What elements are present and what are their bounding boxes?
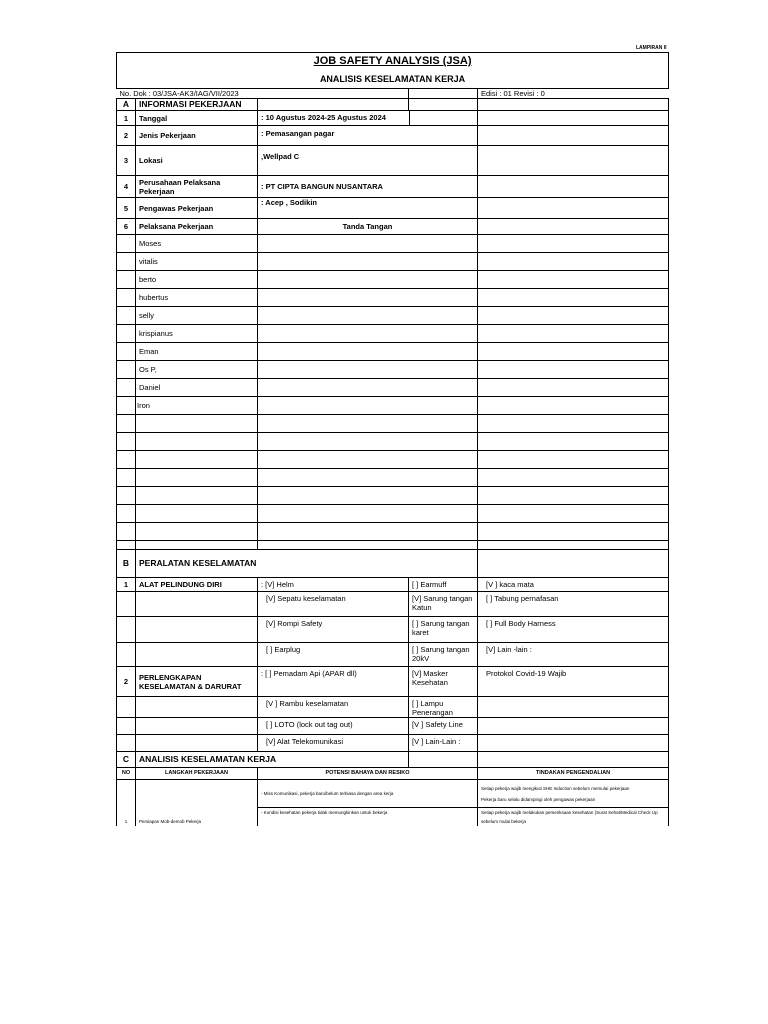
worker-name: krispianus (136, 325, 258, 343)
blank-cell (258, 487, 478, 505)
col-header-tindakan: TINDAKAN PENGENDALIAN (478, 768, 669, 780)
worker-no-cell (117, 289, 136, 307)
jsa-table (116, 52, 669, 826)
info-no: 3 (117, 146, 136, 176)
apd-no: 1 (117, 578, 136, 592)
blank-cell (117, 735, 136, 752)
blank-cell (136, 505, 258, 523)
worker-no-cell (117, 271, 136, 289)
info-label-jenis: Jenis Pekerjaan (136, 126, 258, 146)
blank-cell (478, 415, 669, 433)
worker-extra (478, 289, 669, 307)
worker-name: berto (136, 271, 258, 289)
apd-item: [V] Sepatu keselamatan (258, 592, 409, 617)
blank-cell (117, 433, 136, 451)
info-label-tanggal: Tanggal (136, 111, 258, 126)
section-a-title: INFORMASI PEKERJAAN (136, 99, 258, 111)
blank-cell (478, 451, 669, 469)
info-value-perusahaan: : PT CIPTA BANGUN NUSANTARA (258, 176, 478, 198)
darurat-item: [V ] Rambu keselamatan (258, 697, 409, 718)
darurat-item (478, 735, 669, 752)
blank-cell (117, 592, 136, 617)
info-label-lokasi: Lokasi (136, 146, 258, 176)
blank-cell (136, 487, 258, 505)
worker-signature (258, 397, 478, 415)
darurat-item: [V] Masker Kesehatan (409, 667, 478, 697)
blank-cell (136, 415, 258, 433)
worker-name: Iron (136, 397, 258, 415)
blank-cell (117, 415, 136, 433)
blank-cell (117, 697, 136, 718)
darurat-item (478, 697, 669, 718)
info-no: 1 (117, 111, 136, 126)
blank-cell (258, 505, 478, 523)
c-row-potensi-1: - Miss Komunikasi, pekerja baru/belum terbiasa dengan area kerja (258, 780, 478, 808)
c-row-potensi-2: - Kondisi kesehatan pekerja tidak memungkinkan untuk bekerja (258, 808, 478, 827)
col-header-langkah: LANGKAH PEKERJAAN (136, 768, 258, 780)
tindakan-line-1: Setiap pekerja wajib mengikuti SHE Induction sebelum memulai pekerjaan (481, 785, 630, 791)
worker-name: selly (136, 307, 258, 325)
blank-row (117, 505, 669, 523)
worker-no-cell (117, 235, 136, 253)
blank-cell (117, 617, 136, 643)
worker-extra (478, 379, 669, 397)
blank-row (117, 541, 669, 550)
worker-extra (478, 271, 669, 289)
blank-cell (117, 487, 136, 505)
apd-item: [ ] Earmuff (409, 578, 478, 592)
worker-extra (478, 397, 669, 415)
worker-signature (258, 253, 478, 271)
apd-row (117, 592, 669, 617)
apd-row (117, 643, 669, 667)
col-header-no: NO (117, 768, 136, 780)
apd-item: [ ] Sarung tangan 20kV (409, 643, 478, 667)
worker-extra (478, 343, 669, 361)
worker-extra (478, 235, 669, 253)
blank-cell (478, 433, 669, 451)
blank-cell (136, 735, 258, 752)
apd-item: [ ] Earplug (258, 643, 409, 667)
c-row-tindakan-2: Setiap pekerja wajib melakukan pemeriksaan kesehatan (Surat Sehat/Medical Check Up sebelum mulai bekerja (478, 808, 669, 827)
section-a-letter: A (117, 99, 136, 111)
tanggal-value: : 10 Agustus 2024-25 Agustus 2024 (258, 111, 410, 125)
blank-row (117, 451, 669, 469)
apd-item: [ ] Sarung tangan karet (409, 617, 478, 643)
worker-row (117, 325, 669, 343)
worker-signature (258, 379, 478, 397)
worker-signature (258, 307, 478, 325)
worker-row (117, 379, 669, 397)
apd-item: [V] Rompi Safety (258, 617, 409, 643)
blank-cell (258, 451, 478, 469)
worker-signature (258, 361, 478, 379)
worker-extra (478, 253, 669, 271)
info-value-pengawas: : Acep , Sodikin (258, 198, 478, 219)
section-c-letter: C (117, 752, 136, 768)
col-header-potensi: POTENSI BAHAYA DAN RESIKO (258, 768, 478, 780)
darurat-row (117, 718, 669, 735)
worker-row (117, 271, 669, 289)
tanggal-empty (410, 111, 477, 125)
darurat-item: [V ] Lain-Lain : (409, 735, 478, 752)
worker-signature (258, 271, 478, 289)
worker-no-cell (117, 379, 136, 397)
blank-cell (478, 523, 669, 541)
darurat-label: PERLENGKAPAN KESELAMATAN & DARURAT (136, 667, 258, 697)
blank-row (117, 523, 669, 541)
info-label-pengawas: Pengawas Pekerjaan (136, 198, 258, 219)
blank-cell (136, 523, 258, 541)
c-row-tindakan-1 (478, 780, 669, 808)
blank-cell (478, 541, 669, 550)
tanda-tangan-header: Tanda Tangan (258, 219, 478, 235)
blank-cell (136, 592, 258, 617)
worker-no-cell (117, 397, 136, 415)
worker-no-cell (117, 361, 136, 379)
worker-extra (478, 361, 669, 379)
blank-cell (136, 697, 258, 718)
blank-cell (117, 523, 136, 541)
info-value-jenis: : Pemasangan pagar (258, 126, 478, 146)
worker-name: hubertus (136, 289, 258, 307)
info-no: 4 (117, 176, 136, 198)
info-no: 5 (117, 198, 136, 219)
blank-cell (136, 617, 258, 643)
worker-name: vitalis (136, 253, 258, 271)
lampiran-label: LAMPIRAN II (636, 45, 667, 51)
worker-row (117, 343, 669, 361)
blank-cell (117, 541, 136, 550)
blank-cell (136, 718, 258, 735)
darurat-item: [V] Alat Telekomunikasi (258, 735, 409, 752)
apd-row (117, 617, 669, 643)
worker-extra (478, 325, 669, 343)
darurat-row (117, 735, 669, 752)
doc-number: No. Dok : 03/JSA-AK3/IAG/VII/2023 (117, 89, 409, 99)
blank-cell (117, 505, 136, 523)
worker-no-cell (117, 307, 136, 325)
darurat-row (117, 697, 669, 718)
darurat-item: [ ] LOTO (lock out tag out) (258, 718, 409, 735)
blank-cell (136, 451, 258, 469)
apd-label: ALAT PELINDUNG DIRI (136, 578, 258, 592)
blank-cell (258, 523, 478, 541)
apd-item: [ ] Tabung pernafasan (478, 592, 669, 617)
info-no: 6 (117, 219, 136, 235)
worker-name: Moses (136, 235, 258, 253)
apd-item: [V ] kaca mata (478, 578, 669, 592)
blank-cell (136, 541, 258, 550)
blank-cell (258, 541, 478, 550)
section-b-title: PERALATAN KESELAMATAN (136, 550, 478, 578)
info-label-perusahaan: Perusahaan Pelaksana Pekerjaan (136, 176, 258, 198)
worker-row (117, 361, 669, 379)
blank-row (117, 469, 669, 487)
darurat-item: Protokol Covid-19 Wajib (478, 667, 669, 697)
apd-item: [V] Sarung tangan Katun (409, 592, 478, 617)
blank-cell (258, 415, 478, 433)
darurat-item: [ ] Lampu Penerangan (409, 697, 478, 718)
worker-row (117, 307, 669, 325)
blank-cell (136, 433, 258, 451)
blank-cell (478, 505, 669, 523)
worker-no-cell (117, 343, 136, 361)
apd-item: : [V] Helm (258, 578, 409, 592)
apd-item: [V] Lain -lain : (478, 643, 669, 667)
blank-row (117, 433, 669, 451)
edisi-revisi: Edisi : 01 Revisi : 0 (478, 89, 669, 99)
blank-row (117, 415, 669, 433)
blank-cell (258, 433, 478, 451)
worker-signature (258, 289, 478, 307)
worker-signature (258, 325, 478, 343)
document-title: JOB SAFETY ANALYSIS (JSA) (117, 53, 669, 71)
c-row-no: 1 (117, 780, 136, 827)
darurat-item: : [ ] Pemadam Api (APAR dll) (258, 667, 409, 697)
blank-cell (478, 469, 669, 487)
worker-row (117, 289, 669, 307)
document-subtitle: ANALISIS KESELAMATAN KERJA (117, 71, 669, 89)
darurat-item: [V ] Safety Line (409, 718, 478, 735)
blank-cell (478, 487, 669, 505)
doc-spacer (409, 89, 478, 99)
worker-row (117, 253, 669, 271)
section-b-letter: B (117, 550, 136, 578)
blank-cell (117, 643, 136, 667)
tindakan-line-2: Pekerja baru selalu didampingi oleh pengawas pekerjaan (481, 796, 596, 802)
blank-cell (117, 469, 136, 487)
info-label-pelaksana: Pelaksana Pekerjaan (136, 219, 258, 235)
blank-cell (258, 469, 478, 487)
blank-row (117, 487, 669, 505)
blank-cell (136, 643, 258, 667)
worker-signature (258, 343, 478, 361)
worker-no-cell (117, 253, 136, 271)
info-no: 2 (117, 126, 136, 146)
section-c-title: ANALISIS KESELAMATAN KERJA (136, 752, 409, 768)
blank-cell (117, 718, 136, 735)
worker-name: Daniel (136, 379, 258, 397)
blank-cell (136, 469, 258, 487)
worker-extra (478, 307, 669, 325)
darurat-no: 2 (117, 667, 136, 697)
apd-item: [ ] Full Body Harness (478, 617, 669, 643)
worker-no-cell (117, 325, 136, 343)
worker-row (117, 235, 669, 253)
worker-name: Eman (136, 343, 258, 361)
worker-name: Os P, (136, 361, 258, 379)
apd-row (117, 578, 669, 592)
info-value-lokasi: ,Wellpad C (258, 146, 478, 176)
info-value-tanggal (258, 111, 478, 126)
c-row-langkah: Persiapan Mob-demob Pekerja (136, 780, 258, 827)
blank-cell (117, 451, 136, 469)
darurat-row (117, 667, 669, 697)
darurat-item (478, 718, 669, 735)
worker-row (117, 397, 669, 415)
worker-signature (258, 235, 478, 253)
